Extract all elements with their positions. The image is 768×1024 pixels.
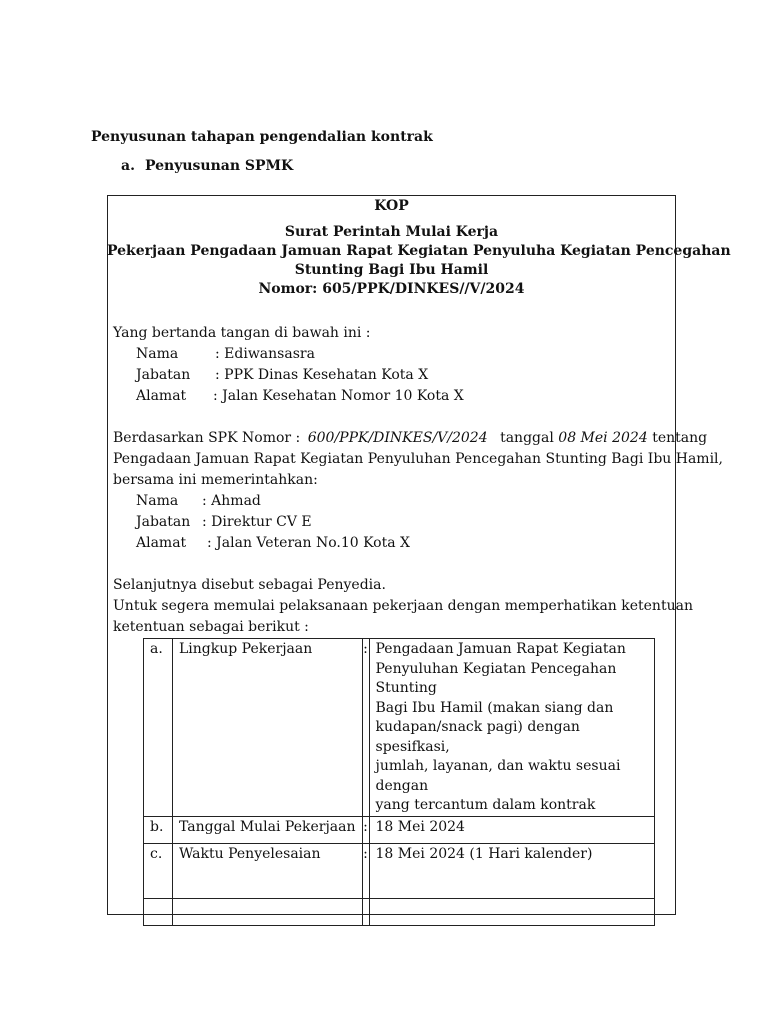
row-colon <box>362 898 369 925</box>
spk-date: 08 Mei 2024 <box>558 430 648 446</box>
table-row <box>144 898 655 925</box>
letter-title: Surat Perintah Mulai Kerja <box>284 224 499 240</box>
row-value: 18 Mei 2024 <box>369 816 654 843</box>
provider-name-value: : Ahmad <box>202 493 261 509</box>
signer-name-value: : Ediwansasra <box>215 346 315 362</box>
row-letter: a. <box>144 639 173 817</box>
row-letter: c. <box>144 843 173 898</box>
row-letter: b. <box>144 816 173 843</box>
provider-position-value: : Direktur CV E <box>202 514 312 530</box>
signer-address-label: Alamat <box>136 388 187 404</box>
project-title-line2: Stunting Bagi Ibu Hamil <box>294 262 489 278</box>
row-label: Lingkup Pekerjaan <box>173 639 363 817</box>
value-line: Penyuluhan Kegiatan Pencegahan Stunting <box>375 660 617 696</box>
row-colon: : <box>362 843 369 898</box>
letter-number: Nomor: 605/PPK/DINKES//V/2024 <box>258 281 525 297</box>
signer-intro: Yang bertanda tangan di bawah ini : <box>113 325 371 341</box>
subsection-heading: Penyusunan SPMK <box>145 158 294 174</box>
project-title-line1: Pekerjaan Pengadaan Jamuan Rapat Kegiatan Penyuluha Kegiatan Pencegahan <box>107 243 731 259</box>
signer-position-label: Jabatan <box>136 367 191 383</box>
signer-position-value: : PPK Dinas Kesehatan Kota X <box>215 367 429 383</box>
closing-line2: Untuk segera memulai pelaksanaan pekerjaan dengan memperhatikan ketentuan <box>113 598 693 614</box>
basis-text-3: tentang <box>652 430 708 446</box>
basis-text-1: Berdasarkan SPK Nomor : <box>113 430 301 446</box>
section-heading: Penyusunan tahapan pengendalian kontrak <box>91 129 433 145</box>
table-row <box>144 639 655 817</box>
row-letter <box>144 898 173 925</box>
subsection-marker: a. <box>121 158 135 174</box>
row-value: 18 Mei 2024 (1 Hari kalender) <box>369 843 654 898</box>
row-value <box>369 898 654 925</box>
provider-address-label: Alamat <box>136 535 187 551</box>
row-colon: : <box>362 816 369 843</box>
row-label: Tanggal Mulai Pekerjaan <box>173 816 363 843</box>
basis-text-2: tanggal <box>500 430 554 446</box>
spk-number: 600/PPK/DINKES/V/2024 <box>307 430 488 446</box>
provider-position-label: Jabatan <box>136 514 191 530</box>
provider-name-label: Nama <box>136 493 179 509</box>
value-line: Pengadaan Jamuan Rapat Kegiatan <box>375 641 626 657</box>
table-row <box>144 816 655 843</box>
row-label: Waktu Penyelesaian <box>173 843 363 898</box>
terms-table <box>143 638 655 926</box>
value-line: Bagi Ibu Hamil (makan siang dan <box>375 699 614 716</box>
value-line: kudapan/snack pagi) dengan spesifkasi, <box>375 719 580 755</box>
closing-line1: Selanjutnya disebut sebagai Penyedia. <box>113 577 386 593</box>
row-value <box>369 639 654 817</box>
basis-line3: bersama ini memerintahkan: <box>113 472 318 488</box>
signer-name-label: Nama <box>136 346 179 362</box>
value-line: jumlah, layanan, dan waktu sesuai dengan <box>375 758 621 794</box>
signer-address-value: : Jalan Kesehatan Nomor 10 Kota X <box>213 388 464 404</box>
row-colon: : <box>362 639 369 817</box>
table-row <box>144 843 655 898</box>
closing-line3: ketentuan sebagai berikut : <box>113 619 309 635</box>
letterhead-kop: KOP <box>374 198 409 214</box>
provider-address-value: : Jalan Veteran No.10 Kota X <box>207 535 410 551</box>
basis-line2: Pengadaan Jamuan Rapat Kegiatan Penyuluhan Pencegahan Stunting Bagi Ibu Hamil, <box>113 451 723 467</box>
value-line: yang tercantum dalam kontrak <box>375 797 596 813</box>
row-label <box>173 898 363 925</box>
basis-line1 <box>113 430 707 446</box>
